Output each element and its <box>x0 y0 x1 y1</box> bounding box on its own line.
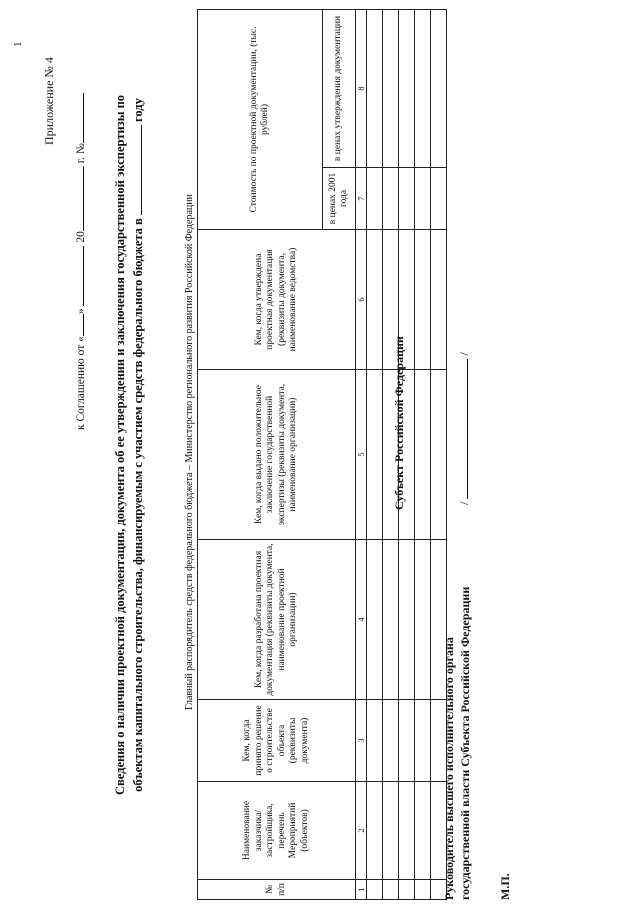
header-col-customer: Наименование заказчика/застройщика, перечень Мероприятий (объектов) <box>198 782 356 880</box>
table-cell <box>367 782 383 880</box>
signature-slash-left: / <box>457 501 471 505</box>
table-cell <box>415 168 431 230</box>
table-cell <box>399 700 415 782</box>
budget-distributor-line: Главный распорядитель средств федерального бюджета – Министерство регионального развития Российской Федерации <box>184 194 195 710</box>
table-cell <box>367 230 383 370</box>
table-cell <box>431 370 447 540</box>
table-cell <box>415 370 431 540</box>
table-cell <box>367 880 383 900</box>
table-cell <box>367 540 383 700</box>
column-number: 8 <box>356 9 367 167</box>
agreement-number-blank <box>72 93 84 143</box>
header-col-number: № п/п <box>198 880 356 900</box>
agreement-prefix: к Соглашению от « <box>75 336 87 430</box>
table-cell <box>431 9 447 167</box>
agreement-mid: » <box>75 308 87 315</box>
table-cell <box>367 9 383 167</box>
agreement-line <box>72 93 87 430</box>
page-number: 1 <box>12 41 24 47</box>
table-cell <box>415 9 431 167</box>
header-col-cost: Стоимость по проектной документации, (тыс. рублей) <box>198 9 323 229</box>
title-line2-text: объектам капитального строительства, финансируемым с участием средств федерального бюджета в <box>131 218 145 792</box>
table-cell <box>415 540 431 700</box>
column-number: 6 <box>356 230 367 370</box>
column-number: 1 <box>356 880 367 900</box>
column-number: 4 <box>356 540 367 700</box>
document-title-line2 <box>130 25 147 865</box>
agreement-year: 20 <box>75 231 87 243</box>
table-cell <box>399 782 415 880</box>
project-documentation-table <box>197 9 447 900</box>
table-row <box>367 9 383 899</box>
table-cell <box>367 168 383 230</box>
header-col-expertise: Кем, когда выдано положительное заключение государственной экспертизы (реквизиты документа, наименование организации) <box>198 370 356 540</box>
agreement-month-blank <box>72 246 84 306</box>
table-cell <box>415 700 431 782</box>
table-cell <box>399 540 415 700</box>
table-cell <box>383 700 399 782</box>
table-cell <box>399 168 415 230</box>
table-cell <box>415 782 431 880</box>
header-col-developer: Кем, когда разработана проектная документация (реквизиты документа, наименование проектной организации) <box>198 540 356 700</box>
table-cell <box>431 230 447 370</box>
table-cell <box>383 168 399 230</box>
table-cell <box>383 540 399 700</box>
document-title-line1: Сведения о наличии проектной документации, документа об ее утверждении и заключения государственной экспертизы по <box>113 94 127 796</box>
signature-blank <box>456 359 468 499</box>
table-cell <box>367 700 383 782</box>
column-number: 7 <box>356 168 367 230</box>
table-cell <box>415 880 431 900</box>
column-number: 3 <box>356 700 367 782</box>
agreement-year-blank <box>72 166 84 231</box>
table-cell <box>399 9 415 167</box>
table-cell <box>367 370 383 540</box>
header-col-approval: Кем, когда утверждена проектная документация (реквизиты документа, наименование ведомства) <box>198 230 356 370</box>
header-col-cost-approval: в ценах утверждения документации <box>323 9 356 167</box>
table-cell <box>399 880 415 900</box>
table-cell <box>431 168 447 230</box>
head-title-line1: Руководитель высшего исполнительного органа <box>442 637 456 900</box>
column-number: 5 <box>356 370 367 540</box>
table-row <box>415 9 431 899</box>
table-cell <box>383 9 399 167</box>
signature-slash-right: / <box>457 352 471 356</box>
agreement-number-label: г. № <box>75 143 87 164</box>
table-cell <box>383 880 399 900</box>
title-year-suffix: году <box>131 98 145 122</box>
appendix-label: Приложение № 4 <box>42 57 56 145</box>
column-number: 2 <box>356 782 367 880</box>
head-title-line2: государственной власти Субъекта Российской Федерации <box>458 586 472 900</box>
header-col-cost-2001: в ценах 2001 года <box>323 168 356 230</box>
stamp-place-label: М.П. <box>498 873 512 900</box>
subject-label: Субъект Российской Федерации <box>392 336 406 510</box>
title-year-blank <box>130 125 142 215</box>
agreement-day-blank <box>72 314 84 336</box>
header-col-decision: Кем, когда принято решение о строительстве объекта (реквизиты документа) <box>198 700 356 782</box>
column-number-row <box>356 9 367 899</box>
signature-line <box>456 352 472 505</box>
table-cell <box>383 782 399 880</box>
table-cell <box>415 230 431 370</box>
